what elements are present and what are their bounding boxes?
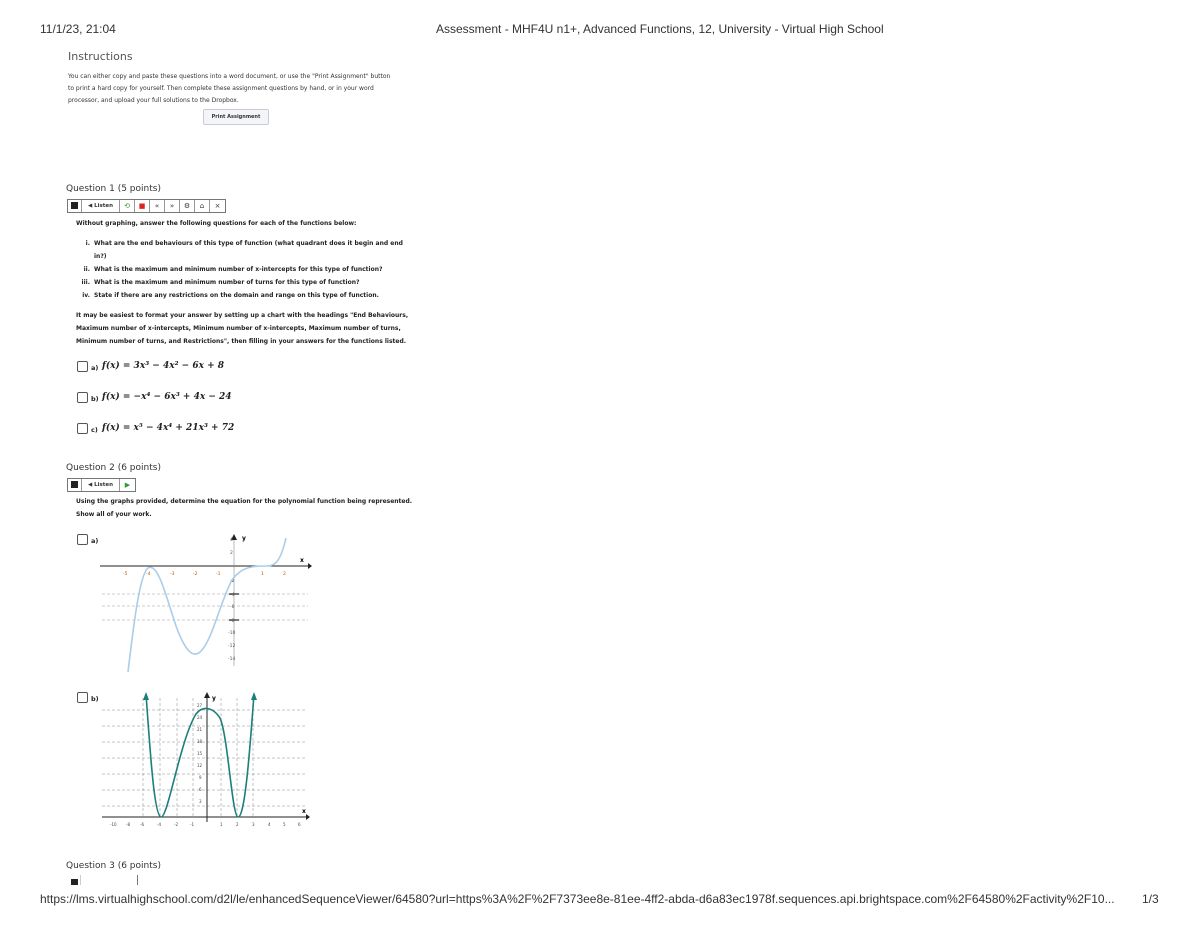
graph-a-y-label: y	[242, 535, 246, 542]
option-c-label: c)	[91, 426, 98, 434]
y-tick: -4	[230, 593, 235, 598]
graph-a-y-ticks	[228, 537, 235, 662]
graph-b-y-arrow	[204, 692, 210, 698]
question-1-intro: Without graphing, answer the following questions for each of the functions below:	[76, 220, 357, 227]
graph-a-checkbox[interactable]	[77, 534, 88, 545]
stop-square-icon[interactable]	[68, 479, 82, 491]
readspeaker-toolbar-q3	[80, 875, 138, 885]
x-tick: -2	[174, 822, 178, 827]
y-tick: 9	[199, 775, 202, 780]
listen-button[interactable]	[82, 479, 120, 491]
readspeaker-toolbar-q2	[67, 478, 136, 492]
question-2-title: Question 2 (6 points)	[66, 463, 161, 473]
lookup-icon[interactable]: ⌂	[195, 200, 210, 212]
y-tick: 24	[197, 715, 203, 720]
x-tick: -6	[140, 822, 144, 827]
y-tick: -12	[228, 644, 236, 649]
option-a-checkbox[interactable]	[77, 361, 88, 372]
graph-b-x-arrow	[306, 814, 310, 820]
y-tick: 4	[230, 538, 233, 543]
instructions-text: You can either copy and paste these questions into a word document, or use the "Print Assignment" button to print a hard copy for yourself. Then complete these assignment questions by hand, or in your word processor, and upload your full solutions to the Dropbox.	[68, 73, 391, 104]
x-tick: -2	[193, 572, 198, 577]
speaker-icon: ◀︎	[87, 203, 93, 209]
x-tick: -4	[146, 572, 151, 577]
option-b-formula: f(x) = −x⁴ − 6x³ + 4x − 24	[102, 392, 232, 402]
graph-a-curve	[128, 538, 286, 672]
play-icon[interactable]: ▶	[124, 481, 131, 489]
graph-b-x-label: x	[302, 808, 306, 815]
x-tick: -5	[123, 572, 128, 577]
x-tick: 4	[268, 822, 271, 827]
y-tick: 6	[199, 787, 202, 792]
graph-b-right-arrow	[251, 692, 257, 700]
x-tick: 3	[252, 822, 255, 827]
stop-icon[interactable]: ■	[135, 200, 150, 212]
graph-a	[96, 526, 312, 674]
y-tick: -2	[230, 579, 235, 584]
option-b-label: b)	[91, 395, 99, 403]
footer-url: https://lms.virtualhighschool.com/d2l/le/enhancedSequenceViewer/64580?url=https%3A%2F%2F7373ee8e-81ee-4ff2-abda-d6a83ec1978f.sequences.api.brightspace.com%2F64580%2Factivity%2F10...	[40, 892, 1115, 906]
x-tick: 5	[283, 822, 286, 827]
page-number: 1/3	[1142, 892, 1159, 906]
stop-square-icon[interactable]	[68, 200, 82, 212]
graph-b-left-arrow	[143, 692, 149, 700]
list-item: iv. State if there are any restrictions on the domain and range on this type of function.	[82, 292, 379, 299]
print-datetime: 11/1/23, 21:04	[40, 22, 116, 36]
page-header-title: Assessment - MHF4U n1+, Advanced Functions, 12, University - Virtual High School	[436, 22, 884, 36]
forward-icon[interactable]: »	[165, 200, 180, 212]
instructions-heading: Instructions	[68, 50, 133, 63]
option-a-formula: f(x) = 3x³ − 4x² − 6x + 8	[102, 361, 225, 371]
x-tick: -10	[110, 822, 117, 827]
list-item: ii. What is the maximum and minimum number of x-intercepts for this type of function?	[83, 266, 383, 273]
refresh-icon[interactable]: ⟲	[120, 200, 135, 212]
listen-label: Listen	[94, 482, 114, 488]
x-tick: 1	[220, 822, 223, 827]
option-c-formula: f(x) = x⁵ − 4x⁴ + 21x³ + 72	[102, 423, 235, 433]
option-b-checkbox[interactable]	[77, 392, 88, 403]
x-tick: 6	[298, 822, 301, 827]
settings-icon[interactable]: ⚙	[180, 200, 195, 212]
graph-a-label: a)	[91, 537, 99, 545]
readspeaker-toolbar-q1	[67, 199, 226, 213]
x-tick: 1	[261, 572, 264, 577]
graph-b-y-ticks	[197, 703, 203, 804]
question-3-title: Question 3 (6 points)	[66, 861, 161, 871]
y-tick: -10	[228, 631, 236, 636]
graph-b-checkbox[interactable]	[77, 692, 88, 703]
stop-square-icon[interactable]	[71, 879, 78, 885]
x-tick: 2	[236, 822, 239, 827]
x-tick: -1	[216, 572, 221, 577]
y-tick: 21	[197, 727, 203, 732]
graph-b-y-label: y	[212, 695, 216, 702]
option-c-checkbox[interactable]	[77, 423, 88, 434]
x-tick: 2	[283, 572, 286, 577]
x-tick: -3	[170, 572, 175, 577]
question-1-title: Question 1 (5 points)	[66, 184, 161, 194]
y-tick: 18	[197, 739, 203, 744]
y-tick: 3	[199, 799, 202, 804]
question-1-list	[76, 237, 403, 302]
graph-a-x-label: x	[300, 557, 304, 564]
option-a-label: a)	[91, 364, 99, 372]
x-tick: -4	[157, 822, 161, 827]
listen-button[interactable]	[82, 200, 120, 212]
y-tick: -14	[228, 657, 236, 662]
graph-a-x-ticks	[123, 571, 286, 577]
list-item: in?)	[94, 253, 107, 260]
speaker-icon: ◀︎	[87, 482, 93, 488]
x-tick: -1	[190, 822, 194, 827]
y-tick: -8	[230, 619, 235, 624]
y-tick: 2	[230, 551, 233, 556]
list-item: iii. What is the maximum and minimum number of turns for this type of function?	[81, 279, 360, 286]
question-1-tip: It may be easiest to format your answer by setting up a chart with the headings "End Behaviours, Maximum number of x-intercepts, Minimum number of x-intercepts, Maximum number of turns, Minimum number of turns, and Restrictions", then filling in your answers for the functions listed.	[76, 312, 409, 345]
x-tick: -8	[126, 822, 130, 827]
graph-a-x-arrow	[308, 563, 312, 569]
graph-b	[96, 688, 312, 830]
graph-b-x-ticks	[110, 822, 301, 827]
rewind-icon[interactable]: «	[150, 200, 165, 212]
graph-b-label: b)	[91, 695, 99, 703]
y-tick: 15	[197, 751, 203, 756]
print-assignment-button[interactable]: Print Assignment	[203, 109, 269, 125]
y-tick: 12	[197, 763, 203, 768]
question-2-intro: Using the graphs provided, determine the equation for the polynomial function being represented. Show all of your work.	[76, 498, 413, 518]
close-icon[interactable]: ×	[214, 202, 221, 210]
y-tick: -6	[230, 605, 235, 610]
listen-label: Listen	[94, 203, 114, 209]
y-tick: 27	[197, 703, 203, 708]
list-item: i. What are the end behaviours of this type of function (what quadrant does it begin and end	[85, 240, 403, 247]
